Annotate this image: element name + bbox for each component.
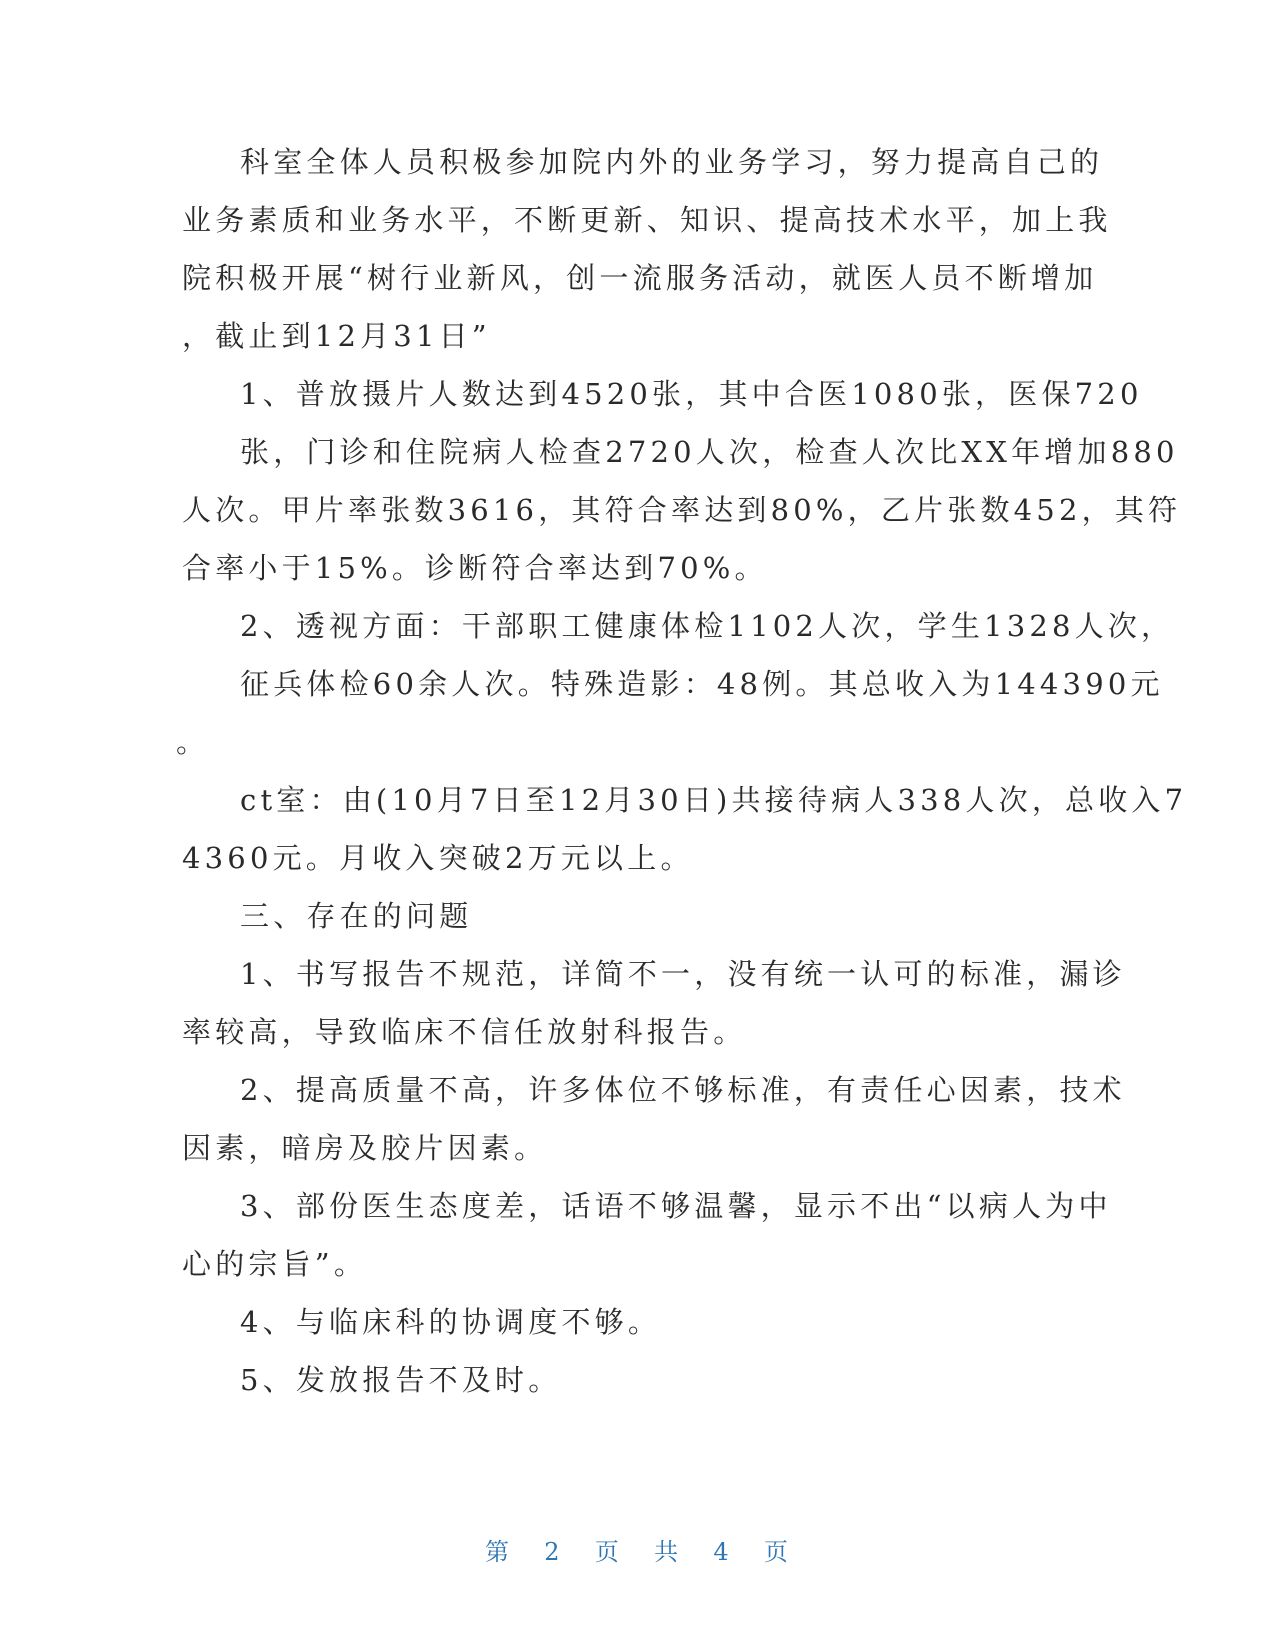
footer-total-pages: 4 xyxy=(713,1538,731,1566)
paragraph-line: 院积极开展“树行业新风，创一流服务活动，就医人员不断增加 xyxy=(182,261,1098,295)
paragraph-line: 率较高，导致临床不信任放射科报告。 xyxy=(182,1015,747,1049)
paragraph-line: 3、部份医生态度差，话语不够温馨，显示不出“以病人为中 xyxy=(240,1189,1112,1223)
paragraph-line: 科室全体人员积极参加院内外的业务学习，努力提高自己的 xyxy=(240,145,1104,179)
paragraph-line: 1、书写报告不规范，详简不一，没有统一认可的标准，漏诊 xyxy=(240,957,1126,991)
paragraph-line: 4360元。月收入突破2万元以上。 xyxy=(182,841,694,875)
section-heading: 三、存在的问题 xyxy=(240,899,473,933)
paragraph-line: 合率小于15%。诊断符合率达到70%。 xyxy=(182,551,768,585)
paragraph-line: 。 xyxy=(176,725,210,759)
paragraph-line: 2、提高质量不高，许多体位不够标准，有责任心因素，技术 xyxy=(240,1073,1126,1107)
footer-page-prefix: 第 xyxy=(485,1538,512,1566)
page-footer xyxy=(0,1536,1275,1568)
paragraph-line: 因素，暗房及胶片因素。 xyxy=(182,1131,548,1165)
footer-page-label: 页 xyxy=(594,1538,621,1566)
paragraph-line: 2、透视方面：干部职工健康体检1102人次，学生1328人次， xyxy=(240,609,1175,643)
paragraph-line: ，截止到12月31日” xyxy=(182,319,491,353)
paragraph-line: 张，门诊和住院病人检查2720人次，检查人次比XX年增加880 xyxy=(240,435,1179,469)
paragraph-line: 4、与临床科的协调度不够。 xyxy=(240,1305,662,1339)
paragraph-line: 人次。甲片率张数3616，其符合率达到80%，乙片张数452，其符 xyxy=(182,493,1182,527)
paragraph-line: 心的宗旨”。 xyxy=(182,1247,368,1281)
footer-current-page: 2 xyxy=(544,1538,562,1566)
paragraph-line: 业务素质和业务水平，不断更新、知识、提高技术水平，加上我 xyxy=(182,203,1112,237)
paragraph-line: 征兵体检60余人次。特殊造影：48例。其总收入为144390元 xyxy=(240,667,1164,701)
paragraph-line: 1、普放摄片人数达到4520张，其中合医1080张，医保720 xyxy=(240,377,1143,411)
paragraph-line: 5、发放报告不及时。 xyxy=(240,1363,562,1397)
footer-total-prefix: 共 xyxy=(654,1538,681,1566)
paragraph-line: ct室：由(10月7日至12月30日)共接待病人338人次，总收入7 xyxy=(240,783,1188,817)
footer-total-suffix: 页 xyxy=(763,1538,790,1566)
